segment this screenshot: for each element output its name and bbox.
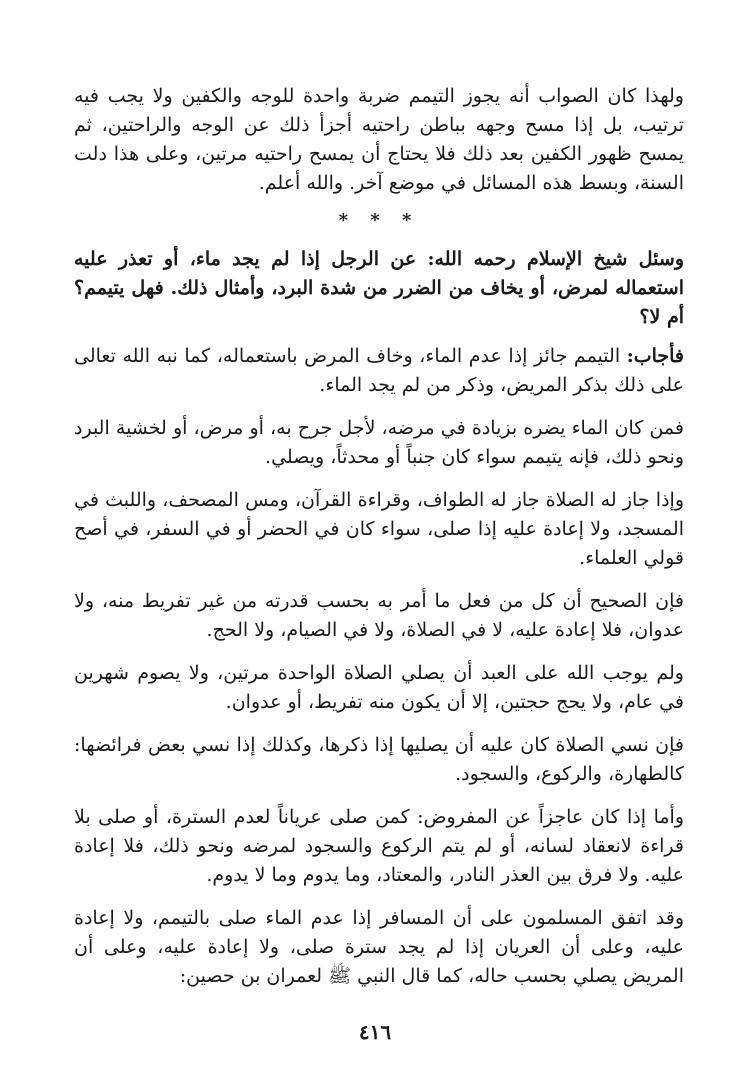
question-paragraph: [74, 245, 684, 332]
paragraph-9-text: وأما إذا كان عاجزاً عن المفروض: كمن صلى عرياناً لعدم السترة، أو صلى بلا قراءة لانعقاد لسانه، أو لم يتم الركوع والسجود لمرضه ونحو ذلك، فلا إعادة عليه. ولا فرق بين العذر النادر، والمعتاد، وما يدوم وما لا يدوم.: [74, 806, 684, 886]
paragraph-9: [74, 803, 684, 890]
paragraph-1-text: ولهذا كان الصواب أنه يجوز التيمم ضربة واحدة للوجه والكفين ولا يجب فيه ترتيب، بل إذا مسح وجهه بباطن راحتيه أجزأ ذلك عن الوجه والراحتين، ثم يمسح ظهور الكفين بعد ذلك فلا يحتاج أن يمسح راحتيه مرتين، وعلى هذا دلت السنة، وبسط هذه المسائل في موضع آخر. والله أعلم.: [74, 85, 684, 194]
paragraph-4: [74, 414, 684, 472]
answer-paragraph: [74, 342, 684, 400]
paragraph-10-text: وقد اتفق المسلمون على أن المسافر إذا عدم الماء صلى بالتيمم، ولا إعادة عليه، وعلى أن العريان إذا لم يجد سترة صلى، ولا إعادة عليه، وعلى أن المريض يصلي بحسب حاله، كما قال النبي ﷺ لعمران بن حصين:: [74, 907, 684, 987]
paragraph-8: [74, 731, 684, 789]
paragraph-7: [74, 659, 684, 717]
paragraph-5-text: وإذا جاز له الصلاة جاز له الطواف، وقراءة القرآن، ومس المصحف، واللبث في المسجد، ولا إعادة عليه إذا صلى، سواء كان في الحضر أو في السفر، في أصح قولي العلماء.: [74, 489, 684, 569]
paragraph-5: [74, 486, 684, 573]
answer-lead: فأجاب:: [626, 345, 684, 367]
page-body: [74, 82, 684, 1005]
answer-text: التيمم جائز إذا عدم الماء، وخاف المرض باستعماله، كما نبه الله تعالى على ذلك بذكر المريض، وذكر من لم يجد الماء.: [74, 345, 684, 396]
page-number: ٤١٦: [358, 1020, 392, 1044]
paragraph-7-text: ولم يوجب الله على العبد أن يصلي الصلاة الواحدة مرتين، ولا يصوم شهرين في عام، ولا يحج حجتين، إلا أن يكون منه تفريط، أو عدوان.: [74, 662, 684, 713]
paragraph-6: [74, 587, 684, 645]
paragraph-4-text: فمن كان الماء يضره بزيادة في مرضه، لأجل جرح به، أو مرض، أو لخشية البرد ونحو ذلك، فإنه يتيمم سواء كان جنباً أو محدثاً، ويصلي.: [74, 417, 684, 468]
question-text: وسئل شيخ الإسلام رحمه الله: عن الرجل إذا لم يجد ماء، أو تعذر عليه استعماله لمرض، أو يخاف من الضرر من شدة البرد، وأمثال ذلك. فهل يتيمم؟ أم لا؟: [74, 248, 684, 328]
section-separator: * * *: [338, 210, 420, 231]
paragraph-8-text: فإن نسي الصلاة كان عليه أن يصليها إذا ذكرها، وكذلك إذا نسي بعض فرائضها: كالطهارة، والركوع، والسجود.: [74, 734, 684, 785]
paragraph-6-text: فإن الصحيح أن كل من فعل ما أمر به بحسب قدرته من غير تفريط منه، ولا عدوان، فلا إعادة عليه، لا في الصلاة، ولا في الصيام، ولا الحج.: [74, 590, 684, 641]
paragraph-10: [74, 904, 684, 991]
paragraph-1: [74, 82, 684, 198]
